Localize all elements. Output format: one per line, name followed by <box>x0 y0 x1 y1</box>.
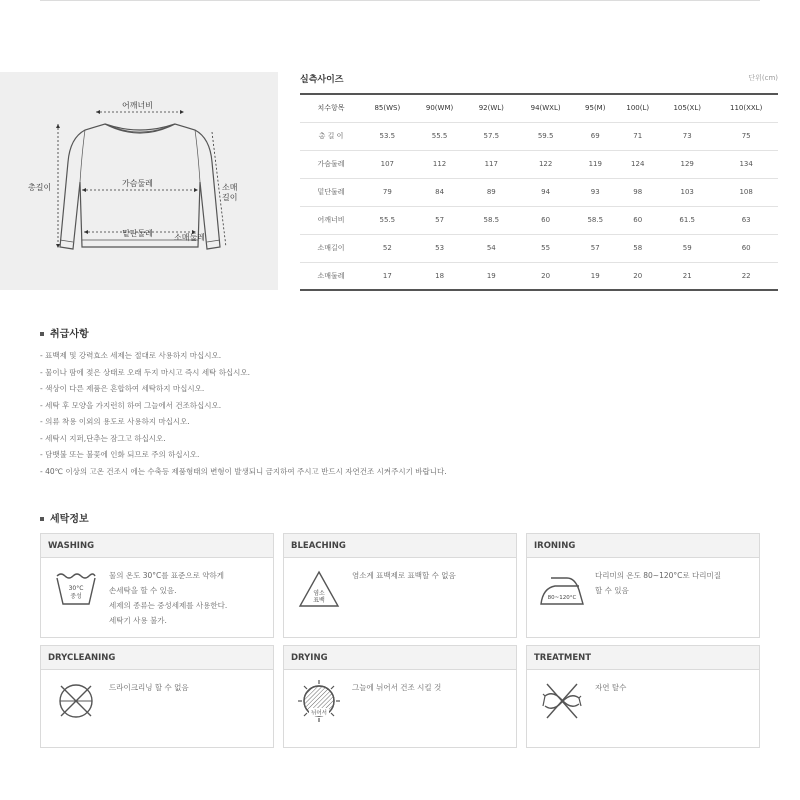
size-cell: 19 <box>486 271 496 280</box>
drying-box <box>283 645 517 748</box>
care-list <box>40 348 447 480</box>
size-cell: 17 <box>382 271 392 280</box>
iron-icon <box>537 564 587 614</box>
size-cell: 61.5 <box>660 206 714 234</box>
bleaching-line: 염소계 표백제로 표백할 수 없음 <box>352 571 456 580</box>
size-cell: 57.5 <box>466 122 516 150</box>
washing-line: 물의 온도 30°C를 표준으로 약하게 <box>109 571 225 580</box>
washing-heading: WASHING <box>41 534 273 558</box>
laundry-section-title <box>40 510 89 525</box>
washing-line: 세탁기 사용 불가. <box>109 616 167 625</box>
laundry-title-text: 세탁정보 <box>50 514 89 525</box>
diagram-label-sleeve-1: 소매 <box>222 183 238 192</box>
bleaching-text <box>352 568 456 583</box>
size-cell: 55 <box>516 234 575 262</box>
size-cell: 63 <box>714 206 778 234</box>
list-item: - 물이나 땀에 젖은 상태로 오래 두지 마시고 즉시 세탁 하십시오. <box>40 367 251 377</box>
ironing-text <box>595 568 721 598</box>
size-cell: 52 <box>362 234 413 262</box>
list-item: - 세탁시 지퍼,단추는 잠그고 하십시오. <box>40 433 166 443</box>
bleaching-box <box>283 533 517 638</box>
size-cell: 122 <box>516 150 575 178</box>
size-cell: 53 <box>413 234 467 262</box>
size-row-label: 밑단둘레 <box>300 178 362 206</box>
size-cell: 57 <box>413 206 467 234</box>
size-row-label: 어깨너비 <box>300 206 362 234</box>
drycleaning-heading: DRYCLEANING <box>41 646 273 670</box>
size-header-cell: 92(WL) <box>466 94 516 122</box>
washing-box <box>40 533 274 638</box>
drycleaning-box <box>40 645 274 748</box>
size-cell: 108 <box>714 178 778 206</box>
svg-text:염소: 염소 <box>313 590 325 597</box>
list-item: - 의류 착용 이외의 용도로 사용하지 마십시오. <box>40 417 190 426</box>
size-cell: 60 <box>615 206 660 234</box>
size-cell: 57 <box>575 234 615 262</box>
table-row <box>300 178 778 206</box>
size-cell: 89 <box>466 178 516 206</box>
size-cell: 103 <box>660 178 714 206</box>
svg-text:표백: 표백 <box>313 597 325 604</box>
no-dryclean-icon <box>51 676 101 726</box>
diagram-label-sleeve-2: 길이 <box>222 193 238 202</box>
diagram-label-hem: 밑단둘레 <box>122 229 153 238</box>
drycleaning-text <box>109 680 189 695</box>
size-header-cell: 치수항목 <box>300 94 362 122</box>
size-cell: 21 <box>682 271 692 280</box>
size-table <box>300 93 778 291</box>
size-cell: 59 <box>660 234 714 262</box>
size-cell: 119 <box>575 150 615 178</box>
size-cell: 79 <box>362 178 413 206</box>
table-row <box>300 122 778 150</box>
table-row <box>300 234 778 262</box>
size-cell: 59.5 <box>516 122 575 150</box>
size-cell: 18 <box>435 271 445 280</box>
size-header-cell: 105(XL) <box>660 94 714 122</box>
size-cell: 107 <box>362 150 413 178</box>
bullet-icon <box>40 517 44 521</box>
size-header-cell: 100(L) <box>615 94 660 122</box>
size-table-unit: 단위(cm) <box>748 74 778 82</box>
top-divider <box>40 0 760 1</box>
size-cell: 129 <box>660 150 714 178</box>
table-row <box>300 262 778 290</box>
size-header-cell: 95(M) <box>575 94 615 122</box>
size-cell: 54 <box>466 234 516 262</box>
size-cell: 58.5 <box>575 206 615 234</box>
table-row <box>300 150 778 178</box>
size-cell: 124 <box>615 150 660 178</box>
size-cell: 94 <box>516 178 575 206</box>
size-header-cell: 85(WS) <box>362 94 413 122</box>
size-cell: 69 <box>575 122 615 150</box>
list-item: - 40℃ 이상의 고온 건조시 에는 수축등 제품형태의 변형이 발생되니 금지하여 주시고 반드시 자연건조 시켜주시기 바랍니다. <box>40 466 447 476</box>
svg-text:30°C: 30°C <box>68 585 84 592</box>
size-row-label: 총 길 이 <box>300 122 362 150</box>
diagram-label-length: 총길이 <box>28 183 52 192</box>
ironing-heading: IRONING <box>527 534 759 558</box>
size-cell: 73 <box>660 122 714 150</box>
washing-line: 손세탁을 할 수 있음. <box>109 586 177 595</box>
washing-line: 세제의 종류는 중성세제를 사용한다. <box>109 601 228 610</box>
shade-dry-icon <box>294 676 344 726</box>
size-cell: 55.5 <box>413 122 467 150</box>
garment-diagram <box>0 72 278 290</box>
washing-text <box>109 568 227 628</box>
treatment-text <box>595 680 626 695</box>
care-title-text: 취급사항 <box>50 329 89 340</box>
size-header-cell: 110(XXL) <box>714 94 778 122</box>
ironing-line: 할 수 있음 <box>595 586 629 595</box>
size-cell: 84 <box>413 178 467 206</box>
size-cell: 20 <box>633 271 643 280</box>
svg-text:80~120°C: 80~120°C <box>547 595 577 601</box>
diagram-label-chest: 가슴둘레 <box>122 179 153 188</box>
size-cell: 20 <box>541 271 551 280</box>
size-row-label: 가슴둘레 <box>300 150 362 178</box>
size-cell: 60 <box>516 206 575 234</box>
treatment-box <box>526 645 760 748</box>
size-cell: 53.5 <box>362 122 413 150</box>
size-cell: 134 <box>714 150 778 178</box>
drying-heading: DRYING <box>284 646 516 670</box>
size-cell: 58.5 <box>466 206 516 234</box>
size-cell: 55.5 <box>362 206 413 234</box>
ironing-box <box>526 533 760 638</box>
size-cell: 112 <box>413 150 467 178</box>
size-table-title: 실측사이즈 <box>300 75 344 85</box>
size-cell: 98 <box>615 178 660 206</box>
treatment-line: 자연 탈수 <box>595 683 627 692</box>
size-table-header-row <box>300 94 778 122</box>
svg-text:뉘어서: 뉘어서 <box>311 710 327 717</box>
treatment-heading: TREATMENT <box>527 646 759 670</box>
size-cell: 117 <box>466 150 516 178</box>
list-item: - 담뱃불 또는 불꽃에 인화 되므로 주의 하십시오. <box>40 450 200 459</box>
bleaching-heading: BLEACHING <box>284 534 516 558</box>
svg-text:중성: 중성 <box>70 593 82 600</box>
drycleaning-line: 드라이크리닝 할 수 없음 <box>109 683 189 692</box>
no-wring-icon <box>537 676 587 726</box>
list-item: - 색상이 다른 제품은 혼합하여 세탁하지 마십시오. <box>40 384 205 393</box>
drying-line: 그늘에 뉘어서 건조 시킬 것 <box>352 683 442 692</box>
size-cell: 19 <box>590 271 600 280</box>
bullet-icon <box>40 332 44 336</box>
washtub-icon <box>51 564 101 614</box>
size-row-label: 소매둘레 <box>317 271 345 280</box>
ironing-line: 다리미의 온도 80~120°C로 다리미질 <box>595 571 721 580</box>
size-cell: 71 <box>615 122 660 150</box>
size-cell: 93 <box>575 178 615 206</box>
size-header-cell: 90(WM) <box>413 94 467 122</box>
bleach-triangle-icon <box>294 564 344 614</box>
diagram-label-cuff: 소매둘레 <box>174 233 205 242</box>
size-cell: 75 <box>714 122 778 150</box>
care-section-title <box>40 325 89 340</box>
list-item: - 표백제 및 강력효소 세제는 절대로 사용하지 마십시오. <box>40 351 222 360</box>
size-cell: 60 <box>714 234 778 262</box>
diagram-label-shoulder: 어깨너비 <box>122 101 153 110</box>
drying-text <box>352 680 441 695</box>
list-item: - 세탁 후 모양을 가지런히 하여 그늘에서 건조하십시오. <box>40 400 222 410</box>
size-cell: 22 <box>741 271 751 280</box>
table-row <box>300 206 778 234</box>
size-cell: 58 <box>615 234 660 262</box>
size-row-label: 소매길이 <box>300 234 362 262</box>
size-header-cell: 94(WXL) <box>516 94 575 122</box>
